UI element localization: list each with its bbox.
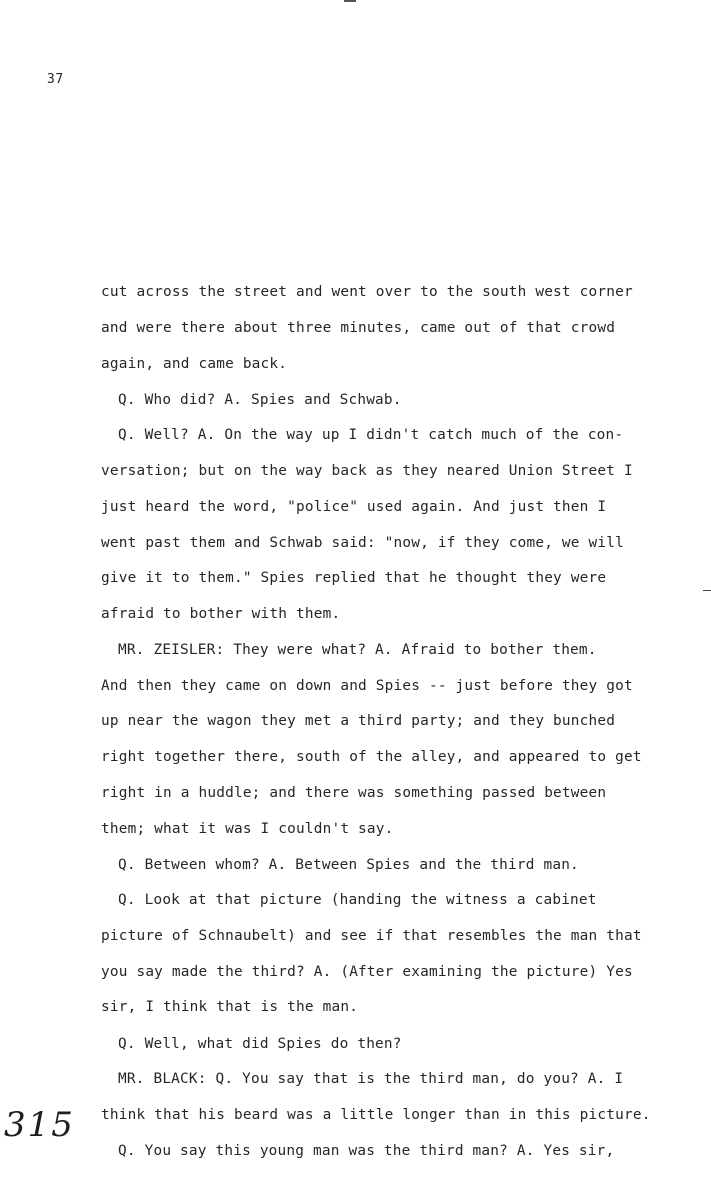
text-line: cut across the street and went over to the south west corner [101,284,633,300]
text-line: went past them and Schwab said: "now, if they come, we will [101,535,624,551]
text-line: versation; but on the way back as they neared Union Street I [101,463,633,479]
text-line: MR. ZEISLER: They were what? A. Afraid to bother them. [118,642,597,658]
text-line: up near the wagon they met a third party; and they bunched [101,713,616,729]
text-line: just heard the word, "police" used again. And just then I [101,499,607,515]
text-line: afraid to bother with them. [101,606,341,622]
text-line: think that his beard was a little longer than in this picture. [101,1107,651,1123]
text-line: them; what it was I couldn't say. [101,821,394,837]
text-line: right in a huddle; and there was something passed between [101,785,607,801]
text-line: Q. You say this young man was the third man? A. Yes sir, [118,1143,615,1159]
text-line: picture of Schnaubelt) and see if that resembles the man that [101,928,642,944]
top-margin-mark [344,0,356,2]
text-line: Q. Look at that picture (handing the witness a cabinet [118,892,597,908]
text-line: Q. Well? A. On the way up I didn't catch much of the con- [118,427,624,443]
text-line: give it to them." Spies replied that he thought they were [101,570,607,586]
page-number: 37 [47,72,64,87]
right-edge-mark [703,590,711,591]
text-line: And then they came on down and Spies -- just before they got [101,678,633,694]
text-line: Q. Who did? A. Spies and Schwab. [118,392,402,408]
text-line: you say made the third? A. (After examining the picture) Yes [101,964,633,980]
text-line: sir, I think that is the man. [101,999,359,1015]
text-line: and were there about three minutes, came out of that crowd [101,320,616,336]
text-line: right together there, south of the alley, and appeared to get [101,749,642,765]
text-line: Q. Between whom? A. Between Spies and the third man. [118,857,579,873]
text-line: Q. Well, what did Spies do then? [118,1036,402,1052]
handwritten-margin-note: 315 [4,1105,75,1145]
text-line: MR. BLACK: Q. You say that is the third man, do you? A. I [118,1071,624,1087]
text-line: again, and came back. [101,356,288,372]
